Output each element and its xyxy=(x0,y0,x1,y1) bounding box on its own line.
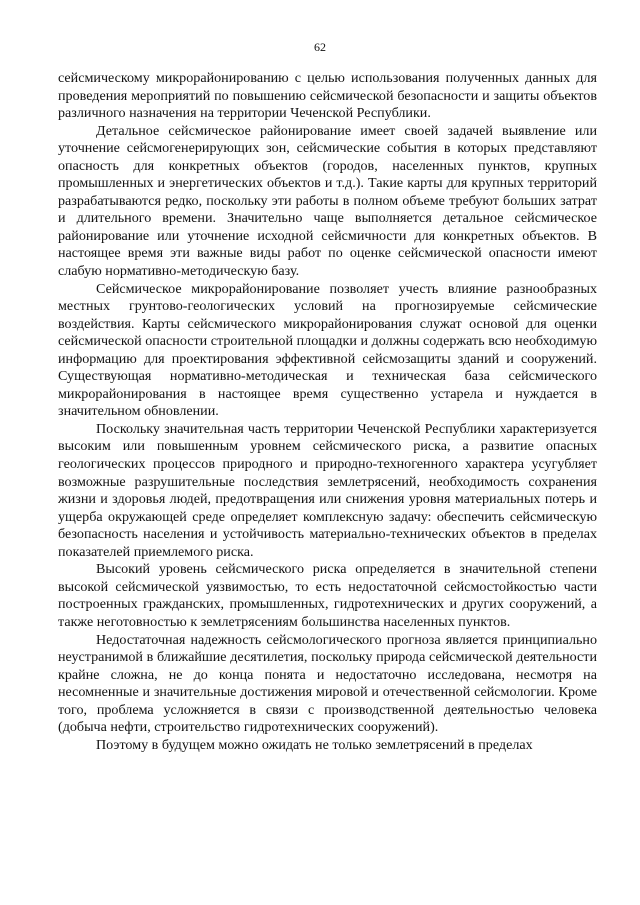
paragraph-seismic-risk-territory: Поскольку значительная часть территории Чеченской Республики характеризуется высоким или повышенным уровнем сейсмического риска, а развитие опасных геологических процессов природного и природно-техногенного характера усугубляет возможные разрушительные последствия землетрясений, необходимость сохранения жизни и здоровья людей, предотвращения или снижения уровня материальных потерь и ущерба окружающей среде определяет комплексную задачу: обеспечить сейсмическую безопасность населения и устойчивость материально-технических объектов в пределах показателей приемлемого риска. xyxy=(58,420,597,560)
paragraph-future: Поэтому в будущем можно ожидать не только землетрясений в пределах xyxy=(96,736,533,753)
document-body xyxy=(58,70,597,754)
paragraph-microzoning: Сейсмическое микрорайонирование позволяет учесть влияние разнообразных местных грунтово-геологических условий на прогнозируемые сейсмические воздействия. Карты сейсмического микрорайонирования служат основой для оценки сейсмической опасности строительной площадки и должны содержать всю необходимую информацию для проектирования эффективной сейсмозащиты зданий и сооружений. Существующая нормативно-методическая и техническая база сейсмического микрорайонирования в настоящее время существенно устарела и нуждается в значительном обновлении. xyxy=(58,280,597,420)
paragraph-vulnerability: Высокий уровень сейсмического риска определяется в значительной степени высокой сейсмической уязвимостью, то есть недостаточной сейсмостойкостью части построенных гражданских, промышленных, гидротехнических и других сооружений, а также неготовностью к землетрясениям большинства населенных пунктов. xyxy=(58,561,597,630)
paragraph-continuation: сейсмическому микрорайонированию с целью использования полученных данных для проведения мероприятий по повышению сейсмической безопасности и защиты объектов различного назначения на территории Чеченской Республики. xyxy=(58,70,597,122)
page-number: 62 xyxy=(314,40,326,54)
paragraph-detailed-zoning: Детальное сейсмическое районирование имеет своей задачей выявление или уточнение сейсмогенерирующих зон, сейсмические события в которых представляют опасность для конкретных объектов (городов, населенных пунктов, крупных промышленных и энергетических объектов и т.д.). Такие карты для крупных территорий разрабатываются редко, поскольку эти работы в полном объеме требуют больших затрат и длительного времени. Значительно чаще выполняется детальное сейсмическое районирование или уточнение исходной сейсмичности для конкретных объектов. В настоящее время эти важные виды работ по оценке сейсмической опасности имеют слабую нормативно-методическую базу. xyxy=(58,122,597,280)
paragraph-forecast-reliability: Недостаточная надежность сейсмологического прогноза является принципиально неустранимой в ближайшие десятилетия, поскольку природа сейсмической деятельности крайне сложна, не до конца понята и недостаточно исследована, несмотря на несомненные и значительные достижения мировой и отечественной сейсмологии. Кроме того, проблема усложняется в связи с производственной деятельностью человека (добыча нефти, строительство гидротехнических сооружений). xyxy=(58,631,597,736)
